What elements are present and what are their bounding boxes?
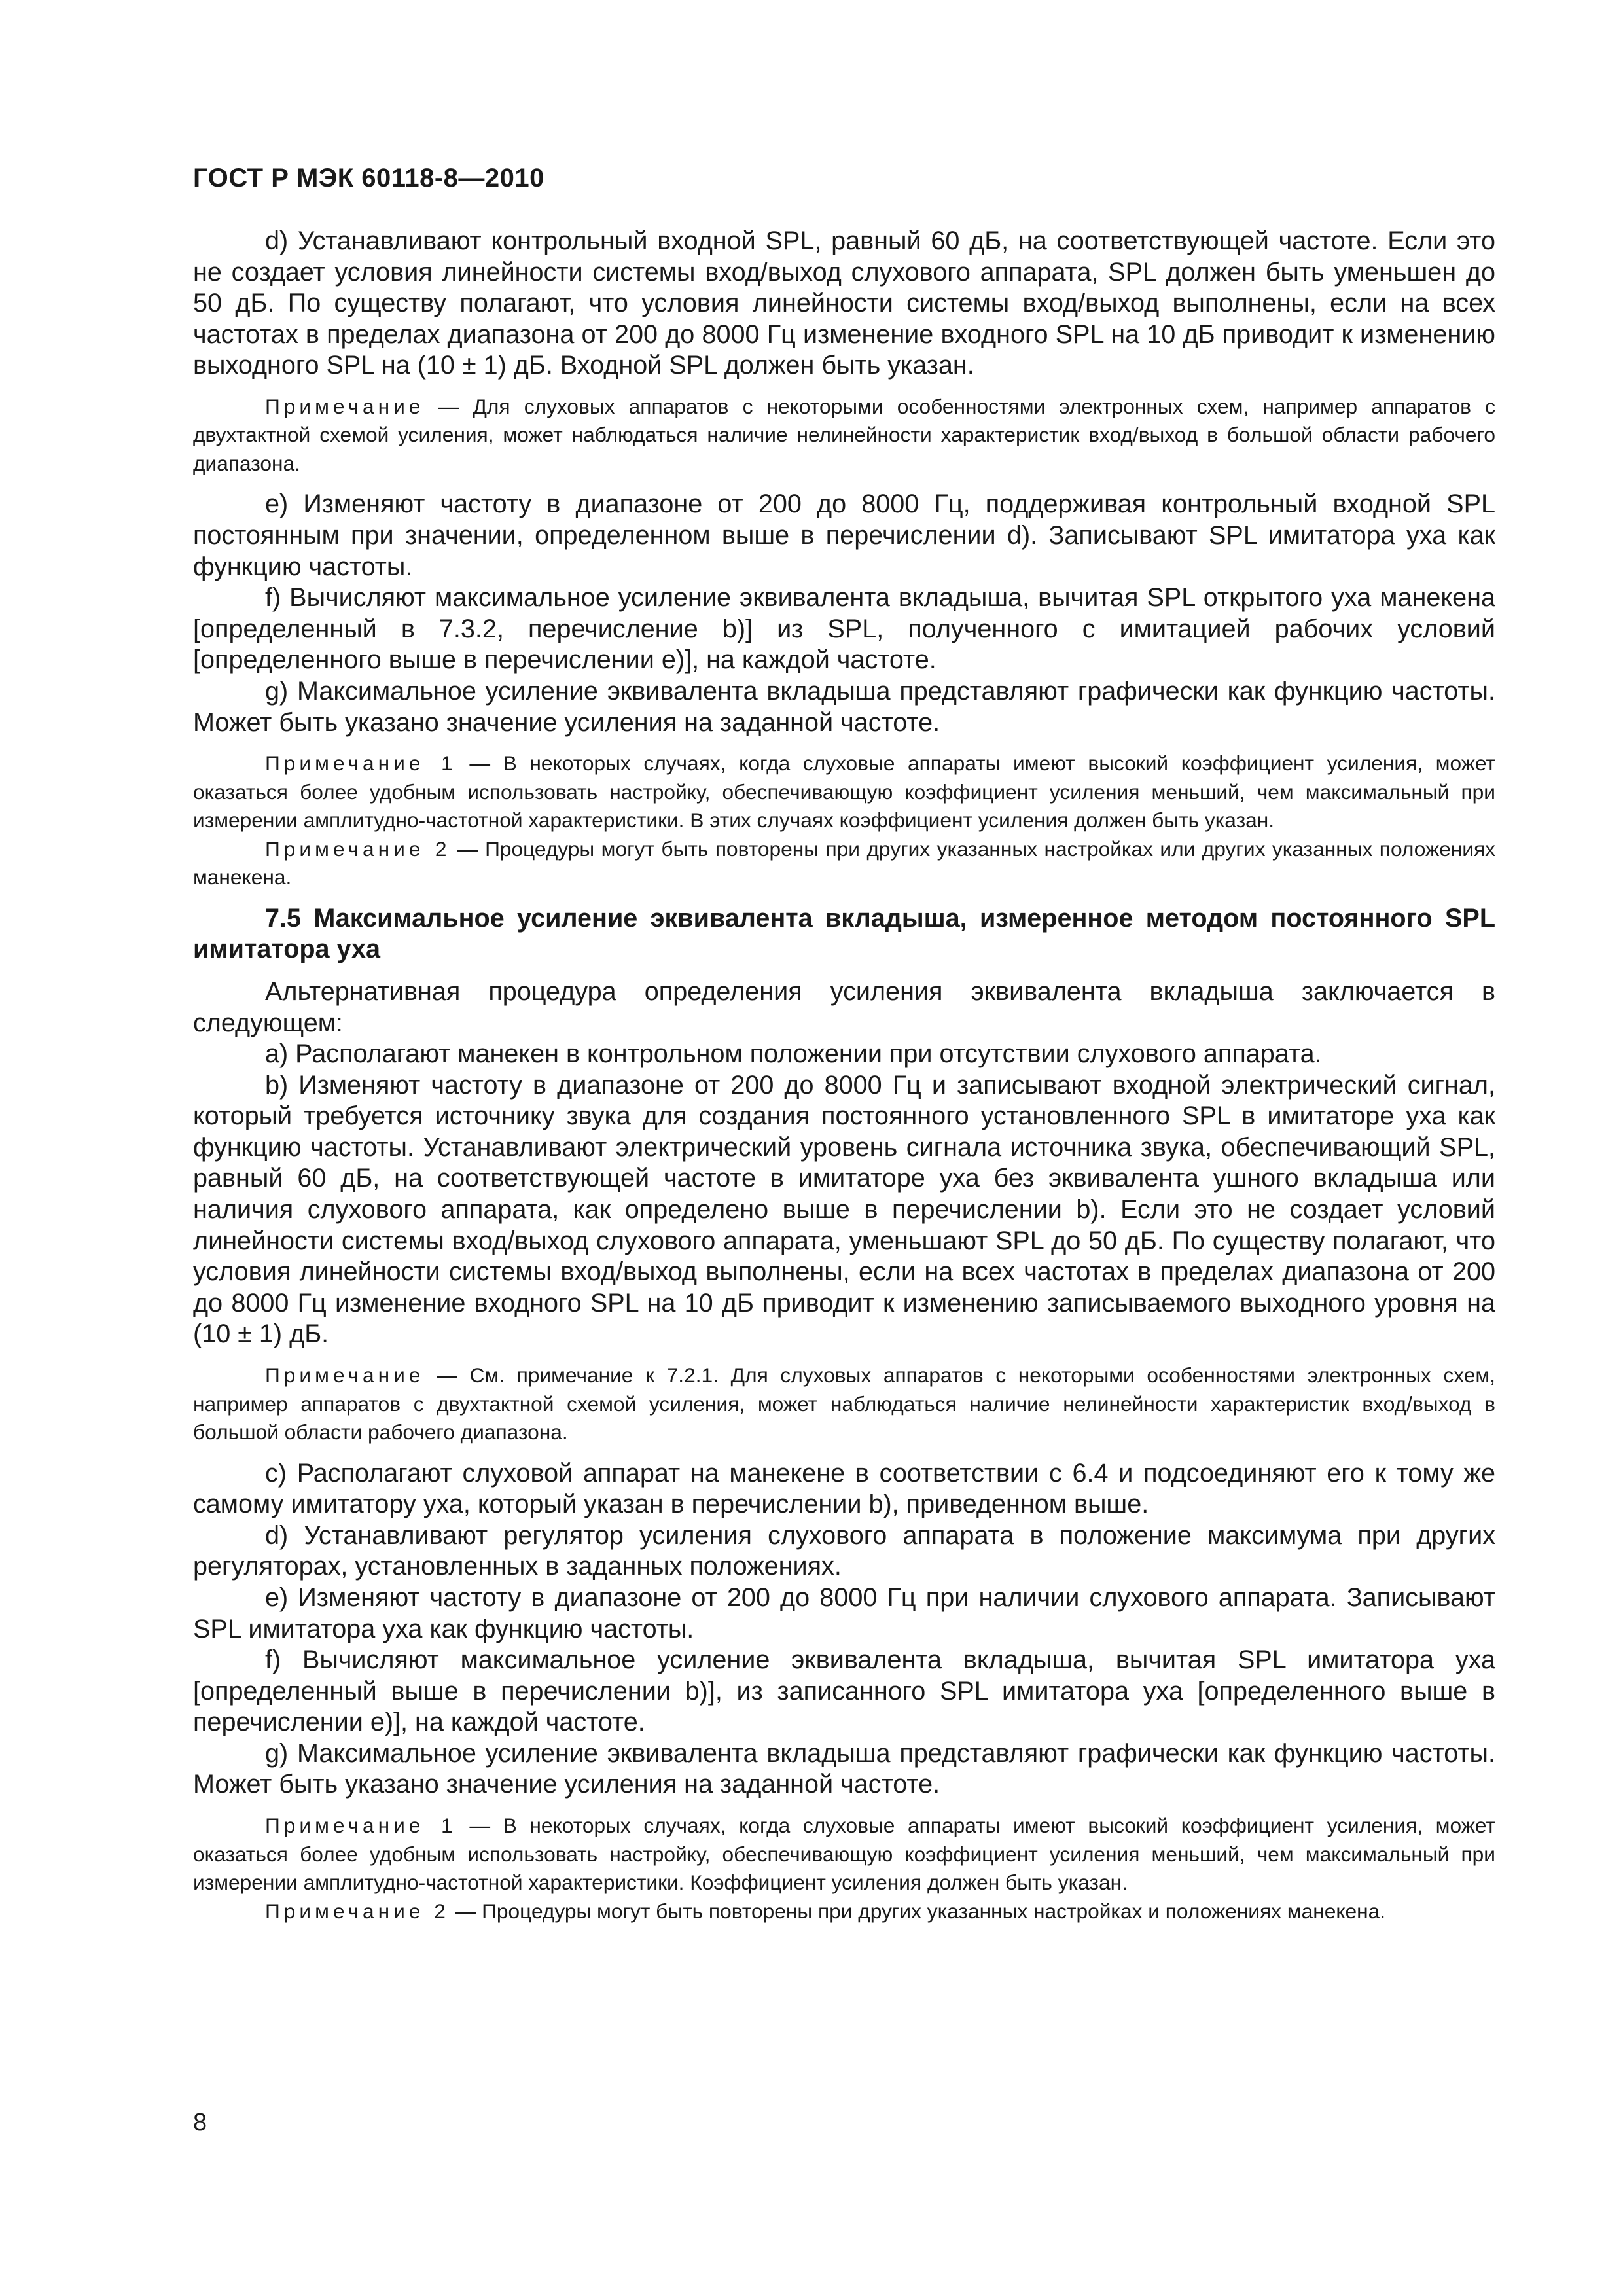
document-body [193, 226, 1495, 1926]
note-text: — Процедуры могут быть повторены при других указанных настройках или других указанных положениях манекена. [193, 836, 1496, 889]
note-label: Примечание 2 [265, 1899, 450, 1923]
spacer [193, 965, 1495, 977]
note-label: Примечание [265, 1363, 425, 1388]
body-paragraph: Альтернативная процедура определения усиления эквивалента вкладыша заключается в следующем: [193, 977, 1495, 1037]
spacer [193, 1447, 1495, 1458]
body-paragraph: e) Изменяют частоту в диапазоне от 200 до 8000 Гц, поддерживая контрольный входной SPL постоянным при значении, определенном выше в перечислении d). Записывают SPL имитатора уха как функцию частоты. [193, 490, 1495, 581]
note-text: — В некоторых случаях, когда слуховые аппараты имеют высокий коэффициент усиления, может оказаться более удобным использовать настройку, обеспечивающую коэффициент усиления меньший, чем максимальный при измерении амплитудно-частотной характеристики. Коэффициент усиления должен быть указан. [193, 1814, 1495, 1895]
body-paragraph: d) Устанавливают регулятор усиления слухового аппарата в положение максимума при других регуляторах, установленных в заданных положениях. [193, 1520, 1495, 1581]
note-paragraph [193, 1361, 1495, 1447]
body-paragraph: a) Располагают манекен в контрольном положении при отсутствии слухового аппарата. [265, 1039, 1322, 1069]
note-text: — Для слуховых аппаратов с некоторыми особенностями электронных схем, например аппаратов с двухтактной схемой усиления, может наблюдаться наличие нелинейности характеристик вход/выход в большой области рабочего диапазона. [193, 394, 1495, 475]
body-paragraph: c) Располагают слуховой аппарат на манекене в соответствии с 6.4 и подсоединяют его к тому же самому имитатору уха, который указан в перечислении b), приведенном выше. [193, 1458, 1495, 1519]
spacer [193, 1801, 1495, 1812]
note-text: — В некоторых случаях, когда слуховые аппараты имеют высокий коэффициент усиления, может оказаться более удобным использовать настройку, обеспечивающую коэффициент усиления меньший, чем максимальный при измерении амплитудно-частотной характеристики. В этих случаях коэффициент усиления должен быть указан. [193, 751, 1495, 833]
body-paragraph: d) Устанавливают контрольный входной SPL, равный 60 дБ, на соответствующей частоте. Если это не создает условия линейности системы вход/выход слухового аппарата, SPL должен быть уменьшен до 50 дБ. По существу полагают, что условия линейности системы вход/выход выполнены, если на всех частотах в пределах диапазона от 200 до 8000 Гц изменение входного SPL на 10 дБ приводит к изменению выходного SPL на (10 ± 1) дБ. Входной SPL должен быть указан. [193, 226, 1495, 380]
page-number: 8 [193, 2109, 207, 2136]
note-paragraph [193, 393, 1495, 478]
body-paragraph: g) Максимальное усиление эквивалента вкладыша представляют графически как функцию частоты. Может быть указано значение усиления на заданной частоте. [193, 1738, 1495, 1799]
document-header: ГОСТ Р МЭК 60118-8—2010 [193, 164, 544, 192]
spacer [193, 1350, 1495, 1361]
note-paragraph [193, 1897, 1495, 1926]
note-paragraph [193, 749, 1495, 835]
body-paragraph: f) Вычисляют максимальное усиление эквивалента вкладыша, вычитая SPL открытого уха манекена [определенный в 7.3.2, перечисление b)] из SPL, полученного с имитацией рабочих условий [определенного выше в перечислении e)], на каждой частоте. [193, 583, 1495, 675]
body-paragraph: f) Вычисляют максимальное усиление эквивалента вкладыша, вычитая SPL имитатора уха [определенный выше в перечислении b)], из записанного SPL имитатора уха [определенного выше в перечислении e)], на каждой частоте. [193, 1645, 1495, 1737]
body-paragraph: g) Максимальное усиление эквивалента вкладыша представляют графически как функцию частоты. Может быть указано значение усиления на заданной частоте. [193, 677, 1495, 737]
note-paragraph [193, 1812, 1495, 1897]
spacer [193, 478, 1495, 489]
note-label: Примечание 1 [265, 751, 457, 776]
section-heading: 7.5 Максимальное усиление эквивалента вкладыша, измеренное методом постоянного SPL имитатора уха [193, 903, 1495, 964]
spacer [193, 892, 1495, 903]
note-text: — См. примечание к 7.2.1. Для слуховых аппаратов с некоторыми особенностями электронных схем, например аппаратов с двухтактной схемой усиления, может наблюдаться наличие нелинейности характеристик вход/выход в большой области рабочего диапазона. [193, 1363, 1495, 1444]
note-label: Примечание 2 [265, 836, 451, 861]
note-label: Примечание [265, 394, 425, 418]
body-paragraph: b) Изменяют частоту в диапазоне от 200 до 8000 Гц и записывают входной электрический сигнал, который требуется источнику звука для создания постоянного установленного SPL в имитаторе уха как функцию частоты. Устанавливают электрический уровень сигнала источника звука, обеспечивающий SPL, равный 60 дБ, на соответствующей частоте в имитаторе уха без эквивалента ушного вкладыша или наличия слухового аппарата, как определено выше в перечислении b). Если это не создает условий линейности системы вход/выход слухового аппарата, уменьшают SPL до 50 дБ. По существу полагают, что условия линейности системы вход/выход выполнены, если на всех частотах в пределах диапазона от 200 до 8000 Гц изменение входного SPL на 10 дБ приводит к изменению записываемого выходного уровня на (10 ± 1) дБ. [193, 1070, 1495, 1349]
note-paragraph [193, 835, 1495, 892]
note-text: — Процедуры могут быть повторены при других указанных настройках и положениях манекена. [449, 1899, 1386, 1923]
body-paragraph: e) Изменяют частоту в диапазоне от 200 до 8000 Гц при наличии слухового аппарата. Записывают SPL имитатора уха как функцию частоты. [193, 1583, 1495, 1643]
spacer [193, 382, 1495, 393]
note-label: Примечание 1 [265, 1814, 457, 1838]
spacer [193, 738, 1495, 749]
